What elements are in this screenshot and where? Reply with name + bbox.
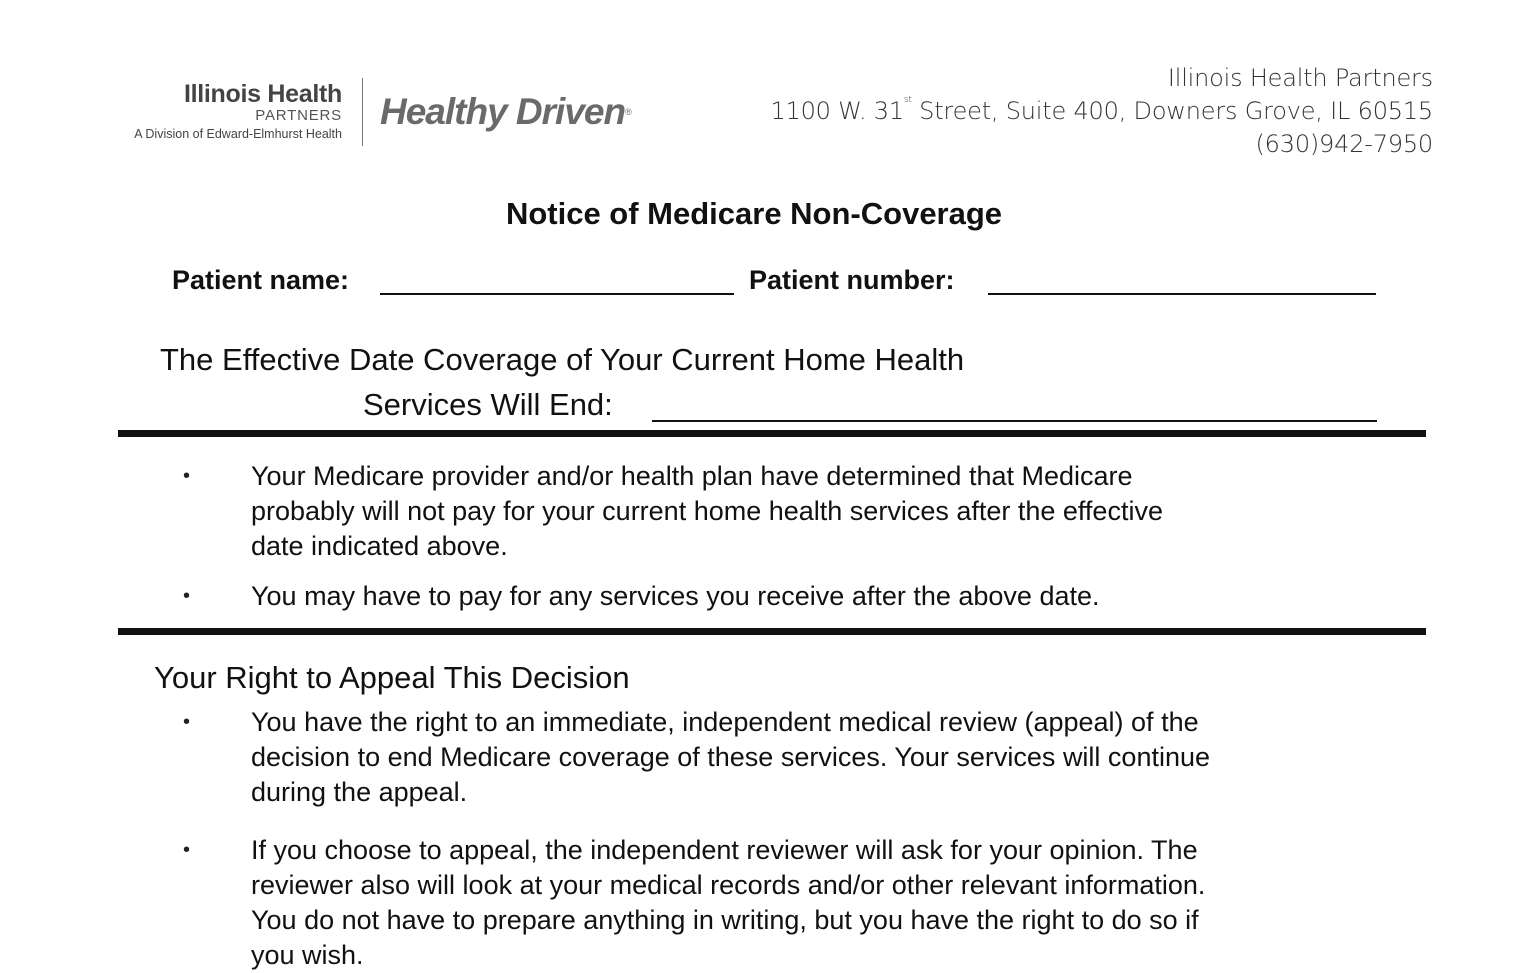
logo-divider — [362, 78, 363, 146]
bullet-marker: • — [183, 839, 191, 861]
logo-division: A Division of Edward-Elmhurst Health — [134, 127, 342, 141]
address-org: Illinois Health Partners — [1167, 64, 1433, 92]
street-rest: Street, Suite 400, Downers Grove, IL 60515 — [911, 97, 1433, 125]
line: you wish. — [251, 940, 364, 970]
notice-bullet-2 — [251, 579, 1100, 614]
effective-date-field[interactable] — [652, 420, 1377, 422]
street-ordinal: st — [903, 95, 912, 105]
page-title: Notice of Medicare Non-Coverage — [505, 196, 1003, 231]
line: You do not have to prepare anything in writing, but you have the right to do so if — [251, 905, 1199, 935]
address-block — [770, 62, 1433, 161]
effective-date-heading-line1: The Effective Date Coverage of Your Current Home Health — [160, 342, 965, 377]
appeal-bullet-1 — [251, 705, 1210, 810]
logo-tagline — [380, 90, 632, 134]
logo-name: Illinois Health — [183, 80, 342, 108]
appeal-heading: Your Right to Appeal This Decision — [154, 660, 630, 695]
divider-bottom — [118, 628, 1426, 635]
bullet-marker: • — [183, 711, 191, 733]
street-prefix: 1100 W. 31 — [770, 97, 904, 125]
line: If you choose to appeal, the independent reviewer will ask for your opinion. The — [251, 835, 1198, 865]
line: probably will not pay for your current home health services after the effective — [251, 496, 1163, 526]
line: decision to end Medicare coverage of these services. Your services will continue — [251, 742, 1211, 772]
patient-number-field[interactable] — [988, 293, 1376, 295]
patient-number-label: Patient number: — [749, 265, 955, 295]
effective-date-heading-line2: Services Will End: — [363, 387, 613, 422]
appeal-bullet-2 — [251, 833, 1205, 973]
logo-partners: PARTNERS — [255, 107, 342, 124]
patient-name-field[interactable] — [380, 293, 734, 295]
bullet-marker: • — [183, 465, 191, 487]
notice-bullet-1 — [251, 459, 1163, 564]
address-street — [770, 95, 1433, 128]
divider-top — [118, 430, 1426, 437]
address-phone: (630)942-7950 — [1255, 130, 1433, 158]
tagline-text: Healthy Driven — [380, 91, 626, 132]
line: You have the right to an immediate, independent medical review (appeal) of the — [251, 707, 1199, 737]
line: reviewer also will look at your medical records and/or other relevant information. — [251, 870, 1206, 900]
tagline-trademark: ® — [625, 107, 632, 117]
bullet-marker: • — [183, 585, 191, 607]
line: You may have to pay for any services you receive after the above date. — [251, 581, 1100, 611]
line: during the appeal. — [251, 777, 468, 807]
patient-name-label: Patient name: — [172, 265, 350, 295]
line: Your Medicare provider and/or health plan have determined that Medicare — [251, 461, 1133, 491]
line: date indicated above. — [251, 531, 508, 561]
